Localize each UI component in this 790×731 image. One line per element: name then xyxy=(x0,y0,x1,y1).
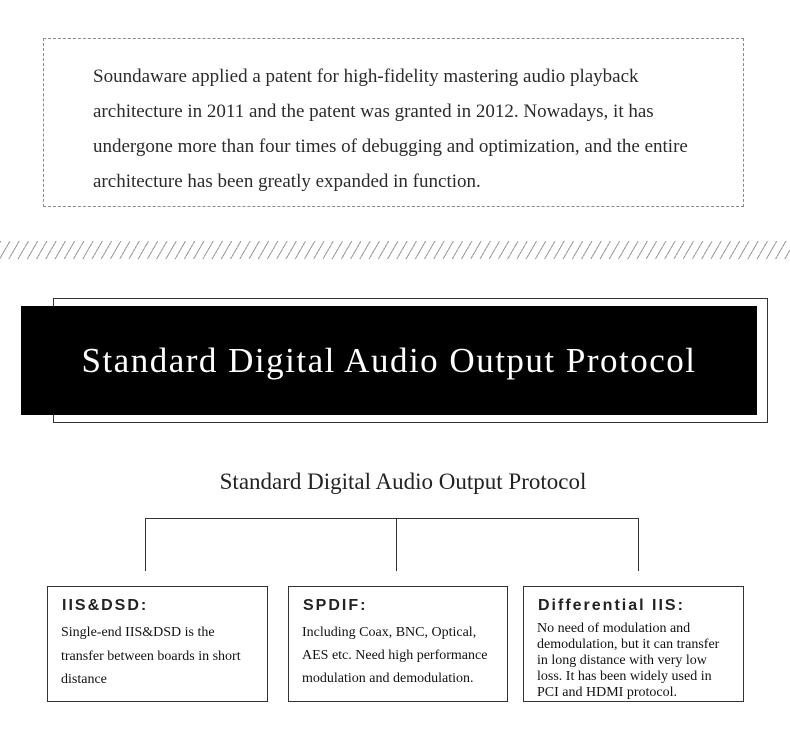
node-spdif xyxy=(288,586,508,702)
node-title: Differential IIS: xyxy=(538,597,685,614)
node-title: IIS&DSD: xyxy=(62,597,149,614)
intro-box xyxy=(43,38,744,207)
tree-connector-middle xyxy=(396,518,397,571)
tree-connector-horizontal xyxy=(145,518,639,519)
tree-title: Standard Digital Audio Output Protocol xyxy=(219,469,587,494)
banner-title: Standard Digital Audio Output Protocol xyxy=(81,340,697,380)
tree-connector-right xyxy=(638,518,639,571)
section-banner xyxy=(21,306,757,415)
node-iis-dsd xyxy=(47,586,268,702)
hatched-divider xyxy=(0,241,790,259)
tree-connector-left xyxy=(145,518,146,571)
node-description: Including Coax, BNC, Optical, AES etc. Need high performance modulation and demodulation. xyxy=(302,625,488,686)
node-differential-iis xyxy=(523,586,744,702)
intro-paragraph: Soundaware applied a patent for high-fidelity mastering audio playback architecture in 2011 and the patent was granted in 2012. Nowadays, it has undergone more than four times of debugging and optimization, and the entire architecture has been greatly expanded in function. xyxy=(93,66,688,192)
node-title: SPDIF: xyxy=(303,597,368,614)
node-description: No need of modulation and demodulation, but it can transfer in long distance with very low loss. It has been widely used in PCI and HDMI protocol. xyxy=(537,621,720,700)
node-description: Single-end IIS&DSD is the transfer between boards in short distance xyxy=(61,625,241,687)
